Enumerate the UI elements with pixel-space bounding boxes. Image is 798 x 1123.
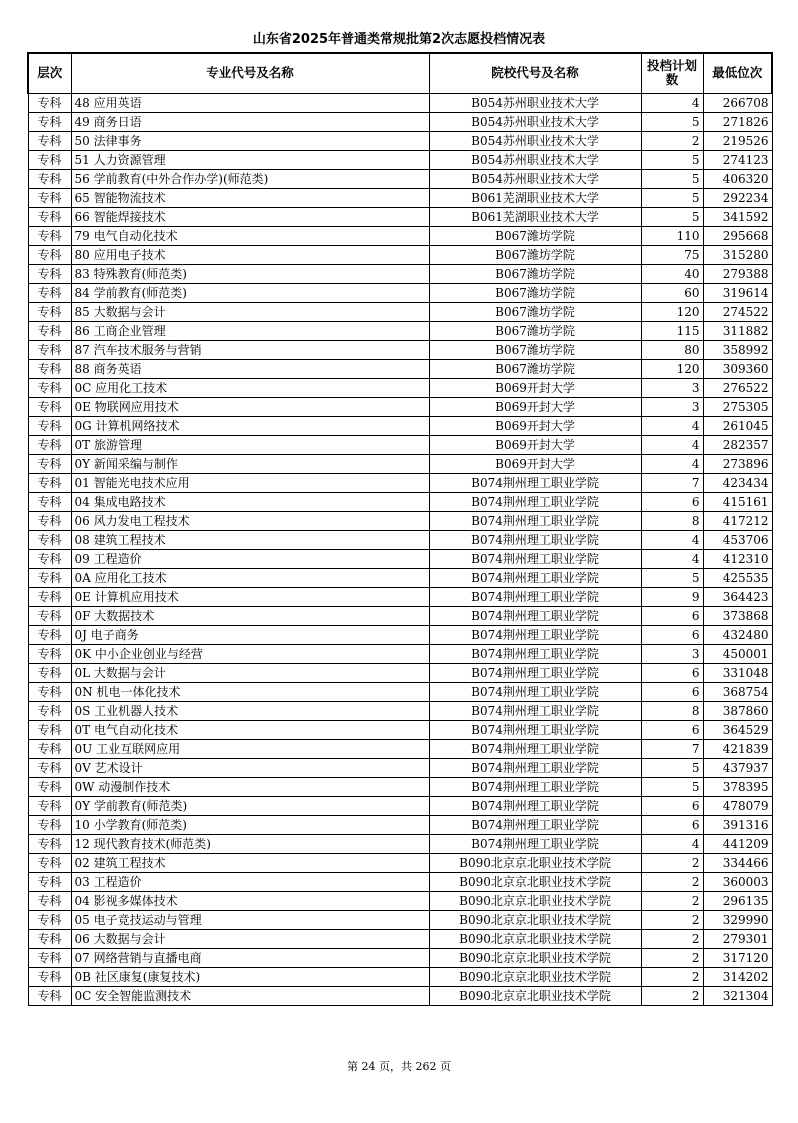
cell-major: 80 应用电子技术 [71,245,429,264]
cell-major: 0C 应用化工技术 [71,378,429,397]
cell-major: 0T 旅游管理 [71,435,429,454]
cell-plan: 5 [641,777,703,796]
table-row [28,853,772,872]
cell-level: 专科 [28,150,71,169]
cell-rank: 311882 [703,321,772,340]
cell-rank: 274522 [703,302,772,321]
cell-level: 专科 [28,644,71,663]
cell-rank: 368754 [703,682,772,701]
cell-school: B061芜湖职业技术大学 [429,207,641,226]
cell-rank: 219526 [703,131,772,150]
cell-level: 专科 [28,739,71,758]
table-row [28,644,772,663]
cell-school: B054苏州职业技术大学 [429,131,641,150]
cell-major: 88 商务英语 [71,359,429,378]
cell-level: 专科 [28,758,71,777]
cell-major: 0N 机电一体化技术 [71,682,429,701]
table-row [28,967,772,986]
table-row [28,435,772,454]
cell-school: B074荆州理工职业学院 [429,511,641,530]
cell-school: B074荆州理工职业学院 [429,739,641,758]
cell-plan: 2 [641,910,703,929]
cell-rank: 453706 [703,530,772,549]
cell-plan: 120 [641,302,703,321]
table-row [28,758,772,777]
table-row [28,568,772,587]
cell-school: B074荆州理工职业学院 [429,644,641,663]
table-row [28,606,772,625]
cell-level: 专科 [28,606,71,625]
table-row [28,891,772,910]
cell-level: 专科 [28,530,71,549]
cell-school: B074荆州理工职业学院 [429,568,641,587]
header-school: 院校代号及名称 [429,53,641,93]
cell-plan: 8 [641,701,703,720]
table-row [28,530,772,549]
cell-plan: 2 [641,891,703,910]
cell-level: 专科 [28,929,71,948]
cell-major: 0W 动漫制作技术 [71,777,429,796]
table-row [28,587,772,606]
cell-plan: 5 [641,188,703,207]
cell-rank: 441209 [703,834,772,853]
cell-school: B074荆州理工职业学院 [429,720,641,739]
header-plan: 投档计划数 [641,53,703,93]
cell-plan: 2 [641,948,703,967]
cell-school: B074荆州理工职业学院 [429,663,641,682]
cell-major: 0A 应用化工技术 [71,568,429,587]
cell-rank: 274123 [703,150,772,169]
cell-major: 0G 计算机网络技术 [71,416,429,435]
cell-major: 87 汽车技术服务与营销 [71,340,429,359]
cell-rank: 415161 [703,492,772,511]
cell-plan: 5 [641,568,703,587]
cell-school: B067潍坊学院 [429,264,641,283]
cell-level: 专科 [28,568,71,587]
cell-major: 0F 大数据技术 [71,606,429,625]
cell-major: 0S 工业机器人技术 [71,701,429,720]
cell-school: B069开封大学 [429,454,641,473]
cell-plan: 2 [641,872,703,891]
cell-school: B067潍坊学院 [429,302,641,321]
cell-major: 04 集成电路技术 [71,492,429,511]
cell-plan: 6 [641,663,703,682]
cell-major: 0B 社区康复(康复技术) [71,967,429,986]
table-row [28,131,772,150]
cell-rank: 309360 [703,359,772,378]
cell-plan: 4 [641,549,703,568]
cell-level: 专科 [28,378,71,397]
cell-plan: 3 [641,378,703,397]
cell-school: B090北京京北职业技术学院 [429,967,641,986]
cell-plan: 4 [641,93,703,112]
cell-level: 专科 [28,226,71,245]
cell-plan: 5 [641,150,703,169]
cell-rank: 296135 [703,891,772,910]
cell-rank: 279301 [703,929,772,948]
cell-rank: 317120 [703,948,772,967]
cell-school: B074荆州理工职业学院 [429,606,641,625]
cell-plan: 6 [641,492,703,511]
table-row [28,378,772,397]
table-row [28,625,772,644]
cell-rank: 412310 [703,549,772,568]
cell-level: 专科 [28,891,71,910]
cell-school: B067潍坊学院 [429,245,641,264]
cell-plan: 115 [641,321,703,340]
cell-school: B067潍坊学院 [429,283,641,302]
cell-plan: 6 [641,682,703,701]
table-row [28,663,772,682]
cell-plan: 5 [641,169,703,188]
cell-plan: 9 [641,587,703,606]
cell-level: 专科 [28,93,71,112]
cell-rank: 292234 [703,188,772,207]
cell-rank: 478079 [703,796,772,815]
cell-level: 专科 [28,435,71,454]
cell-school: B074荆州理工职业学院 [429,815,641,834]
table-row [28,359,772,378]
page-title: 山东省2025年普通类常规批第2次志愿投档情况表 [252,32,546,47]
cell-plan: 80 [641,340,703,359]
cell-major: 09 工程造价 [71,549,429,568]
cell-plan: 5 [641,758,703,777]
cell-school: B074荆州理工职业学院 [429,530,641,549]
cell-school: B090北京京北职业技术学院 [429,853,641,872]
cell-school: B074荆州理工职业学院 [429,473,641,492]
table-row [28,169,772,188]
table-row [28,207,772,226]
cell-level: 专科 [28,112,71,131]
cell-level: 专科 [28,834,71,853]
cell-plan: 2 [641,967,703,986]
cell-level: 专科 [28,245,71,264]
cell-level: 专科 [28,587,71,606]
table-row [28,454,772,473]
cell-major: 01 智能光电技术应用 [71,473,429,492]
table-row [28,796,772,815]
table-row [28,226,772,245]
cell-major: 49 商务日语 [71,112,429,131]
cell-major: 65 智能物流技术 [71,188,429,207]
cell-major: 05 电子竞技运动与管理 [71,910,429,929]
cell-major: 06 风力发电工程技术 [71,511,429,530]
cell-rank: 378395 [703,777,772,796]
table-row [28,416,772,435]
table-row [28,150,772,169]
cell-school: B069开封大学 [429,397,641,416]
cell-level: 专科 [28,663,71,682]
cell-rank: 329990 [703,910,772,929]
cell-school: B069开封大学 [429,378,641,397]
cell-plan: 7 [641,739,703,758]
cell-plan: 40 [641,264,703,283]
header-major: 专业代号及名称 [71,53,429,93]
table-row [28,910,772,929]
table-row [28,986,772,1005]
cell-rank: 279388 [703,264,772,283]
cell-level: 专科 [28,188,71,207]
table-row [28,929,772,948]
cell-level: 专科 [28,720,71,739]
cell-plan: 2 [641,131,703,150]
cell-major: 85 大数据与会计 [71,302,429,321]
cell-level: 专科 [28,454,71,473]
cell-rank: 331048 [703,663,772,682]
cell-rank: 271826 [703,112,772,131]
cell-major: 06 大数据与会计 [71,929,429,948]
cell-major: 03 工程造价 [71,872,429,891]
cell-school: B074荆州理工职业学院 [429,796,641,815]
cell-rank: 321304 [703,986,772,1005]
cell-level: 专科 [28,625,71,644]
cell-major: 0Y 新闻采编与制作 [71,454,429,473]
cell-plan: 2 [641,929,703,948]
cell-plan: 110 [641,226,703,245]
cell-rank: 266708 [703,93,772,112]
cell-rank: 358992 [703,340,772,359]
cell-plan: 6 [641,625,703,644]
cell-major: 0E 计算机应用技术 [71,587,429,606]
cell-school: B067潍坊学院 [429,321,641,340]
cell-plan: 6 [641,720,703,739]
table-row [28,264,772,283]
cell-rank: 282357 [703,435,772,454]
cell-school: B090北京京北职业技术学院 [429,891,641,910]
cell-level: 专科 [28,131,71,150]
cell-level: 专科 [28,815,71,834]
table-header-row [28,53,772,93]
cell-rank: 334466 [703,853,772,872]
cell-major: 50 法律事务 [71,131,429,150]
cell-level: 专科 [28,340,71,359]
cell-school: B090北京京北职业技术学院 [429,929,641,948]
cell-plan: 4 [641,435,703,454]
cell-level: 专科 [28,872,71,891]
cell-rank: 373868 [703,606,772,625]
table-row [28,549,772,568]
cell-plan: 2 [641,853,703,872]
cell-level: 专科 [28,492,71,511]
cell-major: 0L 大数据与会计 [71,663,429,682]
cell-school: B074荆州理工职业学院 [429,492,641,511]
cell-major: 08 建筑工程技术 [71,530,429,549]
cell-major: 0K 中小企业创业与经营 [71,644,429,663]
cell-rank: 437937 [703,758,772,777]
cell-rank: 364423 [703,587,772,606]
cell-rank: 319614 [703,283,772,302]
cell-school: B090北京京北职业技术学院 [429,872,641,891]
cell-rank: 432480 [703,625,772,644]
cell-school: B069开封大学 [429,416,641,435]
cell-school: B067潍坊学院 [429,340,641,359]
table-row [28,701,772,720]
cell-major: 12 现代教育技术(师范类) [71,834,429,853]
cell-rank: 314202 [703,967,772,986]
cell-rank: 417212 [703,511,772,530]
cell-level: 专科 [28,701,71,720]
cell-level: 专科 [28,302,71,321]
table-row [28,739,772,758]
cell-level: 专科 [28,397,71,416]
cell-rank: 406320 [703,169,772,188]
table-row [28,948,772,967]
cell-level: 专科 [28,853,71,872]
cell-plan: 6 [641,815,703,834]
cell-school: B069开封大学 [429,435,641,454]
cell-school: B054苏州职业技术大学 [429,169,641,188]
table-row [28,492,772,511]
admission-table [27,52,773,1006]
cell-level: 专科 [28,682,71,701]
cell-level: 专科 [28,169,71,188]
table-row [28,321,772,340]
cell-plan: 4 [641,834,703,853]
cell-major: 04 影视多媒体技术 [71,891,429,910]
cell-school: B074荆州理工职业学院 [429,701,641,720]
cell-level: 专科 [28,796,71,815]
cell-level: 专科 [28,207,71,226]
cell-level: 专科 [28,511,71,530]
cell-school: B074荆州理工职业学院 [429,625,641,644]
cell-major: 86 工商企业管理 [71,321,429,340]
table-row [28,188,772,207]
cell-major: 10 小学教育(师范类) [71,815,429,834]
cell-rank: 423434 [703,473,772,492]
cell-rank: 273896 [703,454,772,473]
cell-plan: 4 [641,530,703,549]
cell-major: 66 智能焊接技术 [71,207,429,226]
cell-level: 专科 [28,986,71,1005]
table-row [28,473,772,492]
cell-rank: 364529 [703,720,772,739]
cell-rank: 315280 [703,245,772,264]
cell-rank: 387860 [703,701,772,720]
cell-school: B074荆州理工职业学院 [429,777,641,796]
cell-major: 56 学前教育(中外合作办学)(师范类) [71,169,429,188]
cell-level: 专科 [28,549,71,568]
page-footer: 第 24 页，共 262 页 [347,1060,451,1073]
cell-major: 48 应用英语 [71,93,429,112]
table-row [28,340,772,359]
cell-plan: 3 [641,397,703,416]
table-row [28,834,772,853]
table-row [28,93,772,112]
table-row [28,397,772,416]
cell-rank: 295668 [703,226,772,245]
cell-school: B054苏州职业技术大学 [429,150,641,169]
cell-level: 专科 [28,416,71,435]
cell-plan: 2 [641,986,703,1005]
cell-plan: 60 [641,283,703,302]
cell-rank: 450001 [703,644,772,663]
cell-school: B074荆州理工职业学院 [429,587,641,606]
table-row [28,682,772,701]
cell-school: B067潍坊学院 [429,359,641,378]
cell-major: 0Y 学前教育(师范类) [71,796,429,815]
cell-major: 0T 电气自动化技术 [71,720,429,739]
cell-plan: 4 [641,454,703,473]
cell-plan: 7 [641,473,703,492]
cell-rank: 421839 [703,739,772,758]
cell-school: B074荆州理工职业学院 [429,834,641,853]
cell-plan: 5 [641,207,703,226]
cell-major: 02 建筑工程技术 [71,853,429,872]
cell-level: 专科 [28,283,71,302]
table-row [28,777,772,796]
cell-school: B074荆州理工职业学院 [429,758,641,777]
table-row [28,302,772,321]
cell-plan: 6 [641,796,703,815]
cell-rank: 276522 [703,378,772,397]
cell-major: 83 特殊教育(师范类) [71,264,429,283]
cell-school: B090北京京北职业技术学院 [429,948,641,967]
cell-school: B067潍坊学院 [429,226,641,245]
cell-rank: 425535 [703,568,772,587]
table-row [28,815,772,834]
cell-level: 专科 [28,359,71,378]
cell-school: B054苏州职业技术大学 [429,93,641,112]
table-row [28,720,772,739]
cell-school: B090北京京北职业技术学院 [429,910,641,929]
cell-rank: 275305 [703,397,772,416]
cell-rank: 391316 [703,815,772,834]
cell-major: 0J 电子商务 [71,625,429,644]
cell-level: 专科 [28,967,71,986]
cell-major: 0C 安全智能监测技术 [71,986,429,1005]
cell-school: B074荆州理工职业学院 [429,682,641,701]
cell-rank: 261045 [703,416,772,435]
cell-plan: 3 [641,644,703,663]
cell-major: 51 人力资源管理 [71,150,429,169]
table-row [28,283,772,302]
cell-major: 0V 艺术设计 [71,758,429,777]
cell-plan: 120 [641,359,703,378]
cell-plan: 5 [641,112,703,131]
cell-major: 0U 工业互联网应用 [71,739,429,758]
header-rank: 最低位次 [703,53,772,93]
cell-level: 专科 [28,473,71,492]
cell-level: 专科 [28,264,71,283]
cell-level: 专科 [28,321,71,340]
cell-level: 专科 [28,777,71,796]
cell-major: 07 网络营销与直播电商 [71,948,429,967]
cell-school: B054苏州职业技术大学 [429,112,641,131]
cell-major: 79 电气自动化技术 [71,226,429,245]
cell-plan: 4 [641,416,703,435]
cell-major: 0E 物联网应用技术 [71,397,429,416]
cell-school: B061芜湖职业技术大学 [429,188,641,207]
cell-rank: 341592 [703,207,772,226]
cell-level: 专科 [28,910,71,929]
cell-plan: 75 [641,245,703,264]
table-row [28,245,772,264]
cell-level: 专科 [28,948,71,967]
cell-rank: 360003 [703,872,772,891]
cell-plan: 6 [641,606,703,625]
cell-plan: 8 [641,511,703,530]
cell-major: 84 学前教育(师范类) [71,283,429,302]
cell-school: B074荆州理工职业学院 [429,549,641,568]
table-row [28,872,772,891]
header-level: 层次 [28,53,71,93]
cell-school: B090北京京北职业技术学院 [429,986,641,1005]
table-row [28,112,772,131]
table-row [28,511,772,530]
table-body [28,93,772,1005]
